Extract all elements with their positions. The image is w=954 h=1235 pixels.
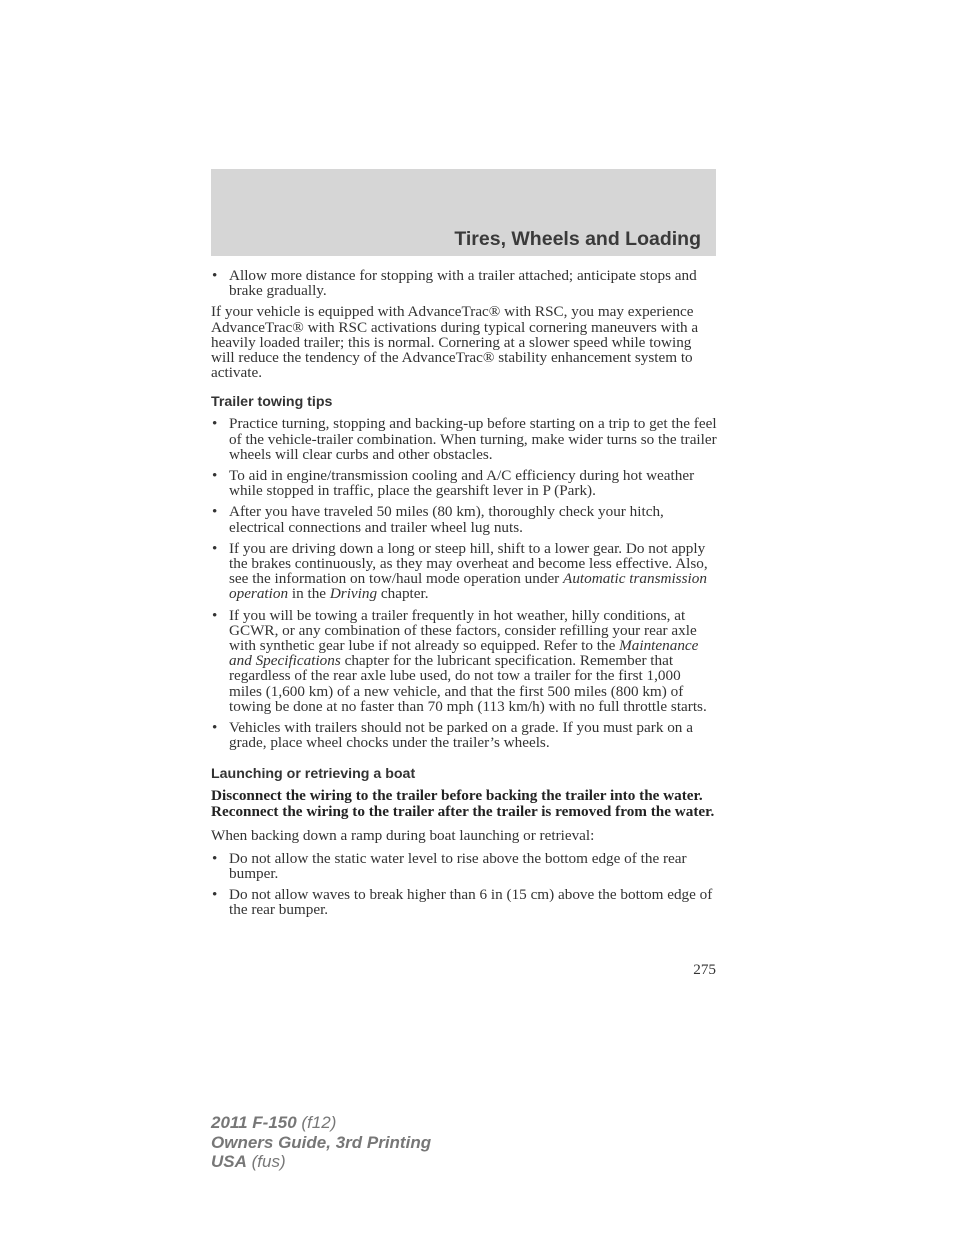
footer-model-code: (f12): [296, 1113, 337, 1132]
boat-launching-list: [211, 851, 717, 918]
list-item: [211, 608, 717, 714]
text-run: chapter for the lubricant specification. Remember that regardless of the rear axle lube used, do not tow a trailer for the first 1,000 miles (1,600 km) of a new vehicle, and that the first 500 miles (800 km) of towing be done at no faster than 70 mph (113 km/h) with no full throttle starts.: [229, 652, 707, 715]
text-run: Do not allow the static water level to rise above the bottom edge of the rear bumper.: [229, 849, 687, 882]
list-item: [211, 851, 717, 881]
text-run: Do not allow waves to break higher than 6 in (15 cm) above the bottom edge of the rear bumper.: [229, 886, 713, 919]
footer-market-code: (fus): [246, 1152, 286, 1171]
bullet-marker: •: [212, 503, 218, 521]
list-item-text: [229, 540, 708, 603]
text-run: Vehicles with trailers should not be parked on a grade. If you must park on a grade, place wheel chocks under the trailer’s wheels.: [229, 719, 693, 752]
footer-market: USA: [211, 1152, 247, 1171]
text-run: To aid in engine/transmission cooling and A/C efficiency during hot weather while stopped in traffic, place the gearshift lever in P (Park).: [229, 467, 695, 500]
list-item-text: [229, 467, 694, 499]
list-item: [211, 720, 717, 750]
bullet-marker: •: [212, 849, 218, 867]
trailer-towing-tips-list: [211, 416, 717, 750]
list-item-text: [229, 719, 693, 751]
text-run: chapter.: [377, 585, 429, 603]
chapter-header-band: [211, 169, 716, 256]
list-item-text: [229, 415, 717, 462]
wiring-warning: Disconnect the wiring to the trailer before backing the trailer into the water. Reconnect the wiring to the trailer after the trailer is removed from the water.: [211, 787, 715, 821]
bullet-marker: •: [212, 719, 218, 737]
bullet-marker: •: [212, 606, 218, 624]
bullet-marker: •: [212, 886, 218, 904]
bullet-marker: •: [212, 539, 218, 557]
boat-intro-paragraph: When backing down a ramp during boat launching or retrieval:: [211, 827, 595, 845]
list-item: [211, 468, 717, 498]
list-item-text: [229, 886, 712, 918]
footer-market-line: [211, 1152, 431, 1172]
text-run: in the: [288, 585, 330, 603]
boat-launching-heading: Launching or retrieving a boat: [211, 766, 416, 783]
intro-bullet-list: [211, 268, 717, 298]
list-item: [211, 887, 717, 917]
italic-reference: Automatic transmission operation: [229, 570, 707, 603]
bullet-marker: •: [212, 467, 218, 485]
list-item-text: [229, 850, 687, 882]
footer-guide-line: [211, 1133, 431, 1153]
list-item-text: [229, 267, 697, 299]
document-footer: [211, 1113, 431, 1172]
list-item: [211, 504, 717, 534]
text-run: If you will be towing a trailer frequently in hot weather, hilly conditions, at GCWR, or any combination of these factors, consider refilling your rear axle with synthetic gear lube if not already so equipped. Refer to the: [229, 606, 697, 655]
trailer-towing-tips-heading: Trailer towing tips: [211, 394, 333, 411]
list-item: [211, 416, 717, 462]
chapter-title: Tires, Wheels and Loading: [454, 228, 701, 250]
footer-guide: Owners Guide, 3rd Printing: [211, 1132, 432, 1152]
page-number: 275: [693, 961, 716, 978]
bullet-marker: •: [212, 415, 218, 433]
italic-reference: Driving: [329, 585, 378, 603]
text-run: Allow more distance for stopping with a trailer attached; anticipate stops and brake gradually.: [229, 267, 697, 300]
footer-model: 2011 F-150: [211, 1113, 297, 1132]
list-item: [211, 268, 717, 298]
bullet-marker: •: [212, 267, 218, 284]
italic-reference: Maintenance and Specifications: [229, 637, 699, 670]
advancetrac-paragraph: If your vehicle is equipped with AdvanceTrac® with RSC, you may experience AdvanceTrac® with RSC activations during typical cornering maneuvers with a heavily loaded trailer; this is normal. Cornering at a slower speed while towing will reduce the tendency of the AdvanceTrac® stability enhancement system to activate.: [211, 303, 699, 382]
text-run: After you have traveled 50 miles (80 km), thoroughly check your hitch, electrical connections and trailer wheel lug nuts.: [229, 503, 664, 536]
footer-model-line: [211, 1113, 431, 1133]
list-item: [211, 541, 717, 602]
text-run: Practice turning, stopping and backing-up before starting on a trip to get the feel of the vehicle-trailer combination. When turning, make wider turns so the trailer wheels will clear curbs and other obstacles.: [229, 415, 717, 463]
list-item-text: [229, 503, 664, 535]
page-content: [211, 268, 717, 924]
list-item-text: [229, 607, 707, 715]
text-run: If you are driving down a long or steep hill, shift to a lower gear. Do not apply the brakes continuously, as they may overheat and become less effective. Also, see the information on tow/haul mode operation under: [229, 539, 708, 588]
